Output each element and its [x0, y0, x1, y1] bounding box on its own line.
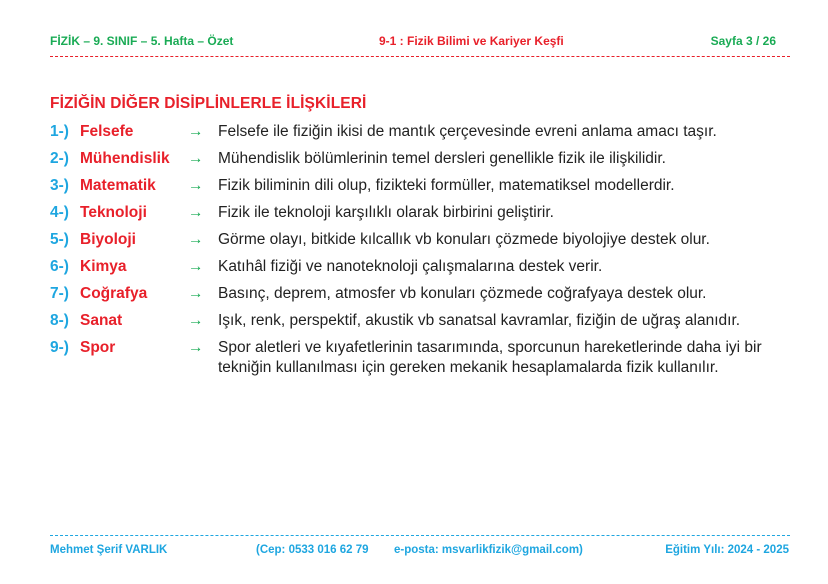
header-course: FİZİK – 9. SINIF – 5. Hafta – Özet	[50, 34, 234, 48]
item-topic: Felsefe	[80, 123, 134, 140]
list-item	[50, 176, 810, 196]
item-description: Spor aletleri ve kıyafetlerinin tasarımında, sporcunun hareketlerinde daha iyi bir tekniğin kullanılması için gereken mekanik hesaplamalarda fizik kullanılır.	[218, 339, 762, 376]
item-topic: Mühendislik	[80, 150, 170, 167]
arrow-right-icon: →	[188, 204, 204, 221]
header-divider	[50, 56, 790, 57]
item-number: 6-)	[50, 258, 69, 275]
arrow-right-icon: →	[188, 339, 204, 356]
item-number: 9-)	[50, 339, 69, 356]
item-description: Katıhâl fiziği ve nanoteknoloji çalışmalarına destek verir.	[218, 258, 603, 275]
arrow-right-icon: →	[188, 150, 204, 167]
list-item	[50, 284, 810, 304]
list-item	[50, 257, 810, 277]
list-item	[50, 203, 810, 223]
item-number: 5-)	[50, 231, 69, 248]
footer-email: e-posta: msvarlikfizik@gmail.com)	[394, 544, 583, 556]
list-item	[50, 311, 810, 331]
arrow-right-icon: →	[188, 231, 204, 248]
item-number: 4-)	[50, 204, 69, 221]
item-number: 8-)	[50, 312, 69, 329]
item-description: Görme olayı, bitkide kılcallık vb konuları çözmede biyolojiye destek olur.	[218, 231, 710, 248]
item-description: Fizik biliminin dili olup, fizikteki formüller, matematiksel modellerdir.	[218, 177, 675, 194]
item-topic: Matematik	[80, 177, 156, 194]
item-topic: Sanat	[80, 312, 123, 329]
arrow-right-icon: →	[188, 123, 204, 140]
header-page-number: Sayfa 3 / 26	[710, 34, 776, 48]
section-title: FİZİĞİN DİĞER DİSİPLİNLERLE İLİŞKİLERİ	[50, 95, 367, 112]
list-item	[50, 230, 810, 250]
footer-author: Mehmet Şerif VARLIK	[50, 544, 168, 556]
item-description: Basınç, deprem, atmosfer vb konuları çözmede coğrafyaya destek olur.	[218, 285, 707, 302]
item-description: Felsefe ile fiziğin ikisi de mantık çerçevesinde evreni anlama amacı taşır.	[218, 123, 717, 140]
arrow-right-icon: →	[188, 285, 204, 302]
list-item	[50, 149, 810, 169]
footer-academic-year: Eğitim Yılı: 2024 - 2025	[665, 544, 789, 556]
footer-divider	[50, 535, 790, 536]
item-description: Fizik ile teknoloji karşılıklı olarak birbirini geliştirir.	[218, 204, 554, 221]
arrow-right-icon: →	[188, 258, 204, 275]
item-description: Mühendislik bölümlerinin temel dersleri genellikle fizik ile ilişkilidir.	[218, 150, 666, 167]
item-topic: Teknoloji	[80, 204, 147, 221]
item-description: Işık, renk, perspektif, akustik vb sanatsal kavramlar, fiziğin de uğraş alanıdır.	[218, 312, 741, 329]
item-topic: Spor	[80, 339, 116, 356]
item-number: 2-)	[50, 150, 69, 167]
arrow-right-icon: →	[188, 177, 204, 194]
footer-phone: (Cep: 0533 016 62 79	[256, 544, 369, 556]
item-number: 7-)	[50, 285, 69, 302]
item-number: 1-)	[50, 123, 69, 140]
list-item	[50, 122, 810, 142]
list-item	[50, 338, 810, 378]
arrow-right-icon: →	[188, 312, 204, 329]
item-topic: Kimya	[80, 258, 127, 275]
discipline-list	[50, 122, 810, 378]
header-unit-title: 9-1 : Fizik Bilimi ve Kariyer Keşfi	[379, 34, 564, 48]
item-topic: Coğrafya	[80, 285, 148, 302]
page-header	[50, 34, 790, 50]
item-topic: Biyoloji	[80, 231, 136, 248]
page-footer	[50, 544, 790, 560]
item-number: 3-)	[50, 177, 69, 194]
